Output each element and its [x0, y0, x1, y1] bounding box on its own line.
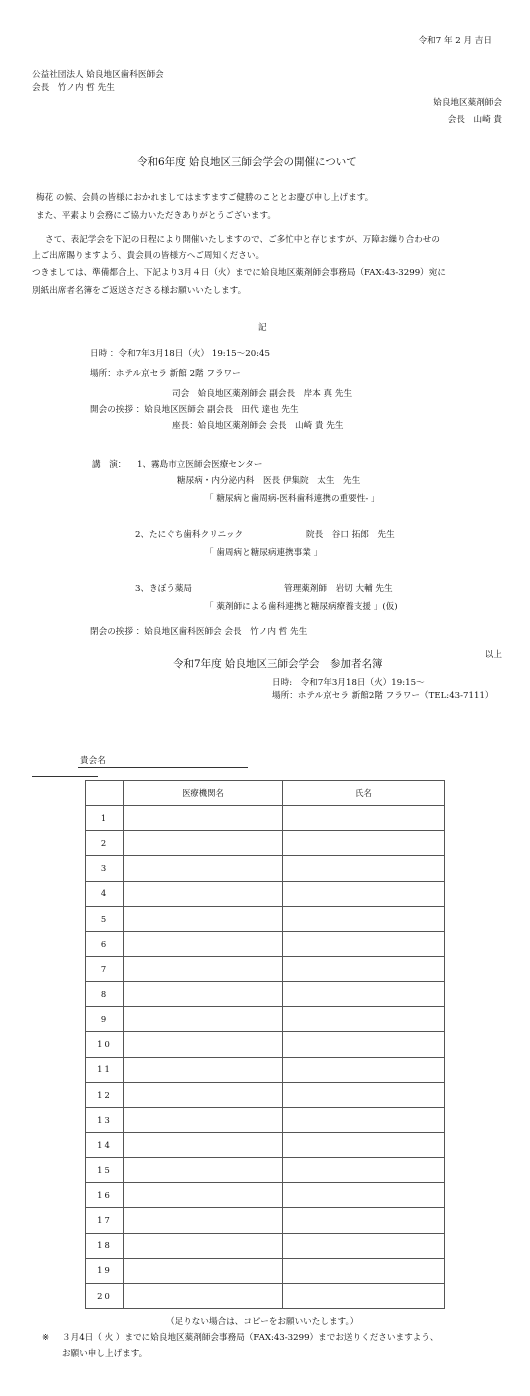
table-row — [86, 1283, 445, 1308]
end-mark: 以上 — [484, 650, 502, 660]
table-row — [86, 1082, 445, 1107]
body-paragraph-4a: つきましては、準備都合上、下記より3月４日（火）までに姶良地区薬剤師会事務局（FAX:43-3299）宛に — [32, 268, 446, 278]
lecture-1-speaker: 糖尿病・内分泌内科 医長 伊集院 太生 先生 — [177, 476, 361, 486]
institution-cell[interactable] — [124, 831, 283, 856]
participant-table — [85, 780, 445, 1309]
institution-cell[interactable] — [124, 956, 283, 981]
row-number: 3 — [86, 856, 124, 881]
table-row — [86, 1233, 445, 1258]
header-name: 氏名 — [283, 781, 445, 806]
table-row — [86, 881, 445, 906]
deadline-note-2: お願い申し上げます。 — [62, 1349, 148, 1359]
name-cell[interactable] — [283, 1158, 445, 1183]
lecture-label: 講 演： — [92, 460, 127, 470]
name-cell[interactable] — [283, 831, 445, 856]
table-row — [86, 1183, 445, 1208]
institution-cell[interactable] — [124, 856, 283, 881]
name-cell[interactable] — [283, 931, 445, 956]
row-number: 16 — [86, 1183, 124, 1208]
table-header-row — [86, 781, 445, 806]
name-cell[interactable] — [283, 1032, 445, 1057]
table-row — [86, 831, 445, 856]
institution-cell[interactable] — [124, 1032, 283, 1057]
name-cell[interactable] — [283, 906, 445, 931]
opening-remarks: 開会の挨拶 ：姶良地区医師会 副会長 田代 達也 先生 — [90, 405, 299, 415]
header-institution: 医療機関名 — [124, 781, 283, 806]
table-row — [86, 1057, 445, 1082]
row-number: 2 — [86, 831, 124, 856]
row-number: 17 — [86, 1208, 124, 1233]
recipient-name: 会長 竹ノ内 哲 先生 — [32, 83, 115, 93]
name-cell[interactable] — [283, 1258, 445, 1283]
copy-note: （足りない場合は、コピーをお願いいたします。） — [166, 1317, 359, 1327]
name-cell[interactable] — [283, 1233, 445, 1258]
association-field-line — [32, 776, 98, 777]
row-number: 4 — [86, 881, 124, 906]
row-number: 15 — [86, 1158, 124, 1183]
name-cell[interactable] — [283, 856, 445, 881]
institution-cell[interactable] — [124, 982, 283, 1007]
table-row — [86, 806, 445, 831]
association-underline — [78, 767, 248, 768]
institution-cell[interactable] — [124, 1258, 283, 1283]
table-body — [86, 806, 445, 1309]
name-cell[interactable] — [283, 1132, 445, 1157]
lecture-2-title: 「 歯周病と糖尿病連携事業 」 — [205, 548, 323, 558]
table-row — [86, 1032, 445, 1057]
table-row — [86, 1132, 445, 1157]
body-paragraph-3b: 上ご出席賜りますよう、貴会員の皆様方へご周知ください。 — [32, 251, 265, 261]
table-row — [86, 1208, 445, 1233]
note-mark: ※ — [42, 1333, 50, 1343]
row-number: 8 — [86, 982, 124, 1007]
row-number: 12 — [86, 1082, 124, 1107]
institution-cell[interactable] — [124, 806, 283, 831]
event-emcee: 司会 姶良地区薬剤師会 副会長 岸本 真 先生 — [172, 389, 353, 399]
name-cell[interactable] — [283, 956, 445, 981]
name-cell[interactable] — [283, 1057, 445, 1082]
row-number: 20 — [86, 1283, 124, 1308]
name-cell[interactable] — [283, 1082, 445, 1107]
deadline-note-1: ３月4日（ 火 ）までに姶良地区薬剤師会事務局（FAX:43-3299）までお送りくださいますよう、 — [62, 1333, 439, 1343]
name-cell[interactable] — [283, 1283, 445, 1308]
recipient-organization: 公益社団法人 姶良地区歯科医師会 — [32, 70, 164, 80]
lecture-3-title: 「 薬剤師による歯科連携と糖尿病療養支援 」(仮) — [205, 602, 398, 612]
row-number: 9 — [86, 1007, 124, 1032]
institution-cell[interactable] — [124, 1283, 283, 1308]
sender-organization: 姶良地区薬剤師会 — [433, 98, 502, 108]
table-row — [86, 1158, 445, 1183]
institution-cell[interactable] — [124, 931, 283, 956]
institution-cell[interactable] — [124, 1082, 283, 1107]
row-number: 5 — [86, 906, 124, 931]
table-row — [86, 906, 445, 931]
body-paragraph-3a: さて、表記学会を下記の日程により開催いたしますので、ご多忙中と存じますが、万障お繰り合わせの — [45, 235, 440, 245]
row-number: 19 — [86, 1258, 124, 1283]
lecture-2-organization: 2、たにぐち歯科クリニック — [135, 530, 244, 540]
table-row — [86, 856, 445, 881]
name-cell[interactable] — [283, 1183, 445, 1208]
table-row — [86, 1107, 445, 1132]
body-paragraph-4b: 別紙出席者名簿をご返送さださる様お願いいたします。 — [32, 286, 247, 296]
lecture-1-title: 「 糖尿病と歯周病-医科歯科連携の重要性- 」 — [205, 494, 380, 504]
document-date: 令和7 年 2 月 吉日 — [418, 36, 492, 46]
table-row — [86, 982, 445, 1007]
institution-cell[interactable] — [124, 1233, 283, 1258]
lecture-1-organization: 1、霧島市立医師会医療センター — [137, 460, 263, 470]
table-row — [86, 931, 445, 956]
name-cell[interactable] — [283, 881, 445, 906]
lecture-2-speaker: 院長 谷口 拓郎 先生 — [306, 530, 395, 540]
lecture-3-organization: 3、きぼう薬局 — [135, 584, 193, 594]
table-row — [86, 1258, 445, 1283]
event-chair: 座長：姶良地区薬剤師会 会長 山崎 貴 先生 — [172, 421, 344, 431]
event-datetime: 日時 ：令和7年3月18日（火） 19:15～20:45 — [90, 349, 270, 359]
row-number: 6 — [86, 931, 124, 956]
name-cell[interactable] — [283, 1007, 445, 1032]
sender-name: 会長 山崎 貴 — [447, 115, 502, 125]
institution-cell[interactable] — [124, 1132, 283, 1157]
lecture-3-speaker: 管理薬剤師 岩切 大輔 先生 — [284, 584, 393, 594]
association-label: 貴会名 — [80, 756, 106, 766]
institution-cell[interactable] — [124, 881, 283, 906]
institution-cell[interactable] — [124, 1107, 283, 1132]
roster-datetime: 日時: 令和7年3月18日（火）19:15～ — [272, 678, 425, 688]
name-cell[interactable] — [283, 806, 445, 831]
table-row — [86, 1007, 445, 1032]
document-title: 令和6年度 姶良地区三師会学会の開催について — [137, 156, 357, 168]
header-number — [86, 781, 124, 806]
row-number: 11 — [86, 1057, 124, 1082]
roster-title: 令和7年度 姶良地区三師会学会 参加者名簿 — [173, 658, 383, 670]
institution-cell[interactable] — [124, 1158, 283, 1183]
ki-heading: 記 — [258, 323, 267, 333]
roster-place: 場所：ホテル京セラ 新館2階 フラワー（TEL:43-7111） — [272, 691, 494, 701]
row-number: 7 — [86, 956, 124, 981]
institution-cell[interactable] — [124, 1057, 283, 1082]
institution-cell[interactable] — [124, 1208, 283, 1233]
row-number: 14 — [86, 1132, 124, 1157]
body-paragraph-1: 梅花 の候、会員の皆様におかれましてはますますご健勝のこととお慶び申し上げます。 — [36, 193, 374, 203]
row-number: 18 — [86, 1233, 124, 1258]
row-number: 1 — [86, 806, 124, 831]
name-cell[interactable] — [283, 982, 445, 1007]
name-cell[interactable] — [283, 1208, 445, 1233]
institution-cell[interactable] — [124, 906, 283, 931]
institution-cell[interactable] — [124, 1007, 283, 1032]
body-paragraph-2: また、平素より会務にご協力いただきありがとうございます。 — [36, 211, 276, 221]
event-place: 場所：ホテル京セラ 新館 2階 フラワー — [90, 369, 241, 379]
closing-remarks: 閉会の挨拶 ：姶良地区歯科医師会 会長 竹ノ内 哲 先生 — [90, 627, 308, 637]
name-cell[interactable] — [283, 1107, 445, 1132]
table-row — [86, 956, 445, 981]
row-number: 10 — [86, 1032, 124, 1057]
institution-cell[interactable] — [124, 1183, 283, 1208]
row-number: 13 — [86, 1107, 124, 1132]
